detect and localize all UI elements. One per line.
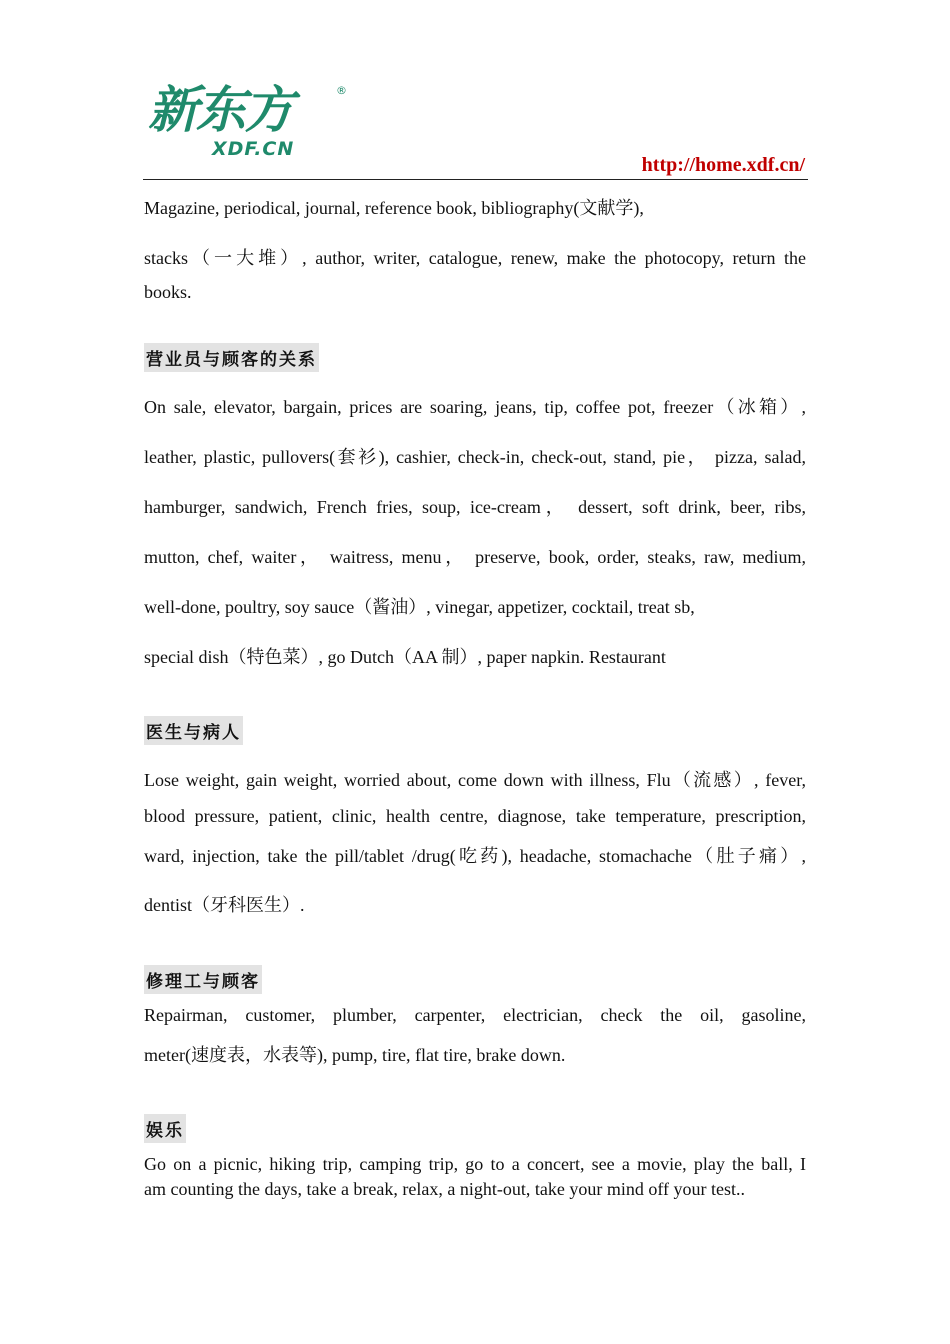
- doctor-line-2: blood pressure, patient, clinic, health centre, diagnose, take temperature, prescription,: [144, 806, 806, 826]
- shop-line-1: On sale, elevator, bargain, prices are soaring, jeans, tip, coffee pot, freezer（冰箱）,: [144, 397, 806, 417]
- library-line-2: stacks（一大堆）, author, writer, catalogue, renew, make the photocopy, return the: [144, 248, 806, 268]
- shop-line-5: well-done, poultry, soy sauce（酱油）, vinegar, appetizer, cocktail, treat sb,: [144, 597, 695, 617]
- header-url-link[interactable]: http://home.xdf.cn/: [641, 154, 805, 176]
- doctor-line-3: ward, injection, take the pill/tablet /drug(吃药), headache, stomachache（肚子痛）,: [144, 846, 806, 866]
- library-line-3: books.: [144, 282, 192, 302]
- repair-line-1: Repairman, customer, plumber, carpenter, electrician, check the oil, gasoline,: [144, 1005, 806, 1025]
- library-line-1: Magazine, periodical, journal, reference book, bibliography(文献学),: [144, 198, 644, 218]
- header-divider: [143, 179, 808, 180]
- shop-line-3: hamburger, sandwich, French fries, soup, ice-cream， dessert, soft drink, beer, ribs,: [144, 497, 806, 517]
- section-heading-shop: 营业员与顾客的关系: [144, 343, 319, 372]
- repair-line-2: meter(速度表，水表等), pump, tire, flat tire, brake down.: [144, 1045, 566, 1065]
- logo-chinese-text: 新东方: [148, 81, 292, 139]
- entertainment-line-2: am counting the days, take a break, relax, a night-out, take your mind off your test..: [144, 1179, 745, 1199]
- doctor-line-4: dentist（牙科医生）.: [144, 895, 305, 915]
- shop-line-2: leather, plastic, pullovers(套衫), cashier, check-in, check-out, stand, pie， pizza, salad,: [144, 447, 806, 467]
- logo-english-text: XDF.CN: [212, 138, 295, 160]
- registered-mark: ®: [336, 84, 347, 97]
- entertainment-line-1: Go on a picnic, hiking trip, camping trip, go to a concert, see a movie, play the ball, I: [144, 1154, 806, 1174]
- doctor-line-1: Lose weight, gain weight, worried about, come down with illness, Flu（流感）, fever,: [144, 770, 806, 790]
- shop-line-4: mutton, chef, waiter， waitress, menu， preserve, book, order, steaks, raw, medium,: [144, 547, 806, 567]
- section-heading-doctor: 医生与病人: [144, 716, 243, 745]
- xdf-logo: [148, 82, 348, 162]
- section-heading-repair: 修理工与顾客: [144, 965, 262, 994]
- shop-line-6: special dish（特色菜）, go Dutch（AA 制）, paper napkin. Restaurant: [144, 647, 666, 667]
- section-heading-entertainment: 娱乐: [144, 1114, 186, 1143]
